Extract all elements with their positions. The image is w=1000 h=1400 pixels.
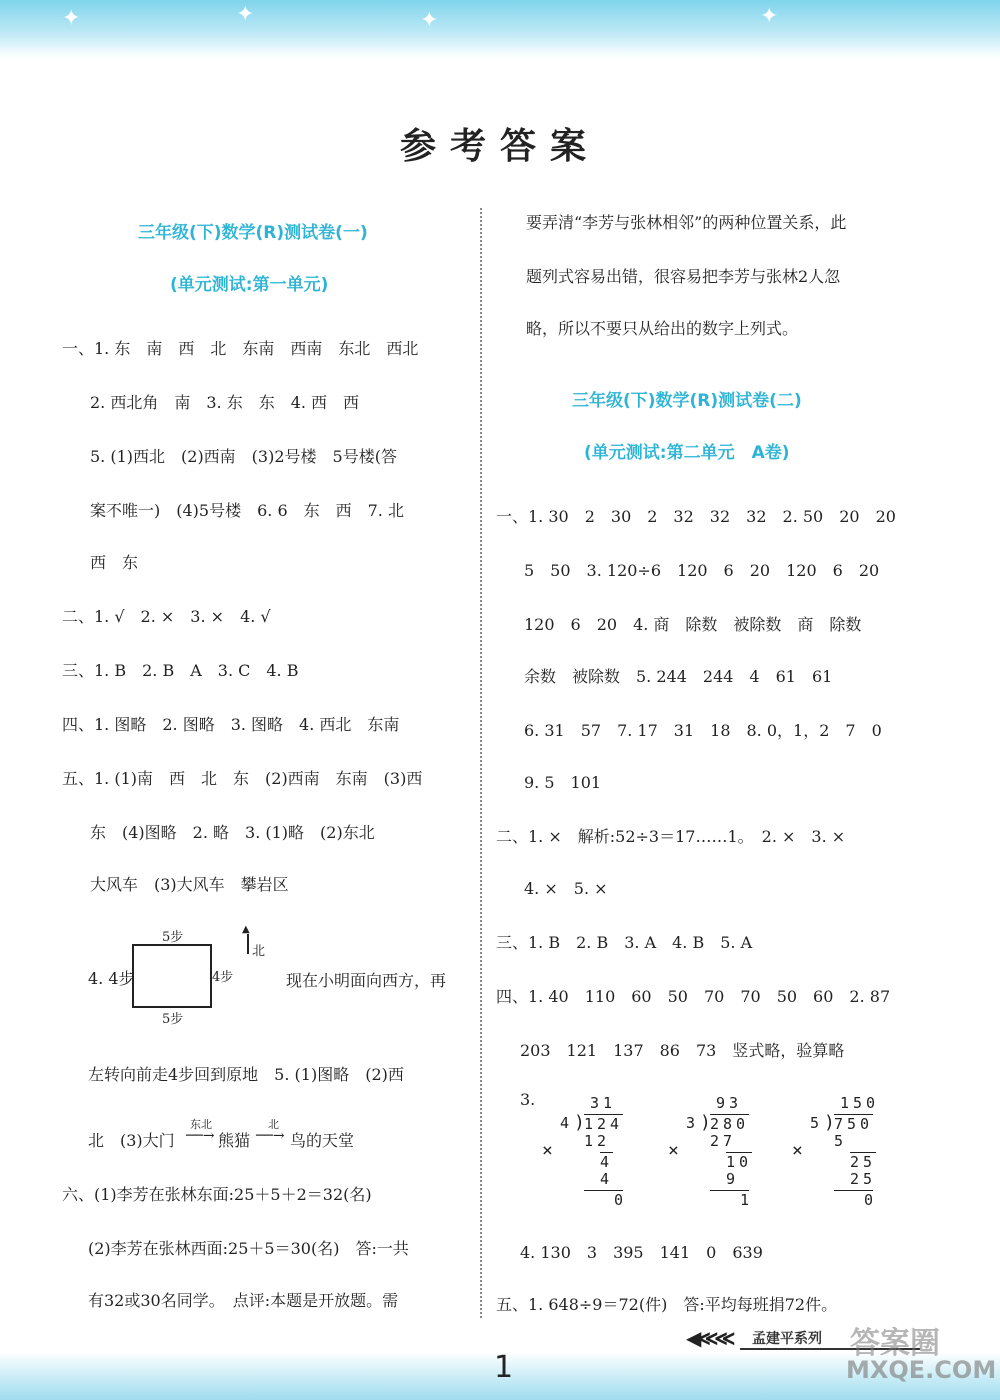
- answer-line: 4. 4步: [88, 969, 135, 988]
- top-decor-band: [0, 0, 1000, 58]
- answer-line: 9. 5 101: [524, 773, 602, 792]
- answer-line: (2)李芳在张林西面:25＋5＝30(名) 答:一共: [88, 1239, 409, 1258]
- route-label: 北: [268, 1118, 279, 1131]
- diagram-right-label: 4步: [212, 970, 234, 985]
- answer-line: 东 (4)图略 2. 略 3. (1)略 (2)东北: [90, 823, 375, 842]
- answer-line: 略，所以不要只从给出的数字上列式。: [526, 319, 799, 338]
- division-bracket: ): [700, 1112, 711, 1133]
- answer-line: 五、1. 648÷9＝72(件) 答:平均每班捐72件。: [496, 1295, 838, 1314]
- footer-brand: 孟建平系列: [752, 1331, 822, 1347]
- division-quotient: 93: [716, 1094, 743, 1112]
- division-dividend: 280: [710, 1115, 750, 1133]
- division-step: 27: [710, 1132, 737, 1150]
- right-arrow-icon: ──→: [256, 1128, 285, 1144]
- diagram-top-label: 5步: [162, 930, 184, 945]
- column-divider: [480, 208, 482, 1318]
- answer-line: 大风车 (3)大风车 攀岩区: [90, 875, 289, 894]
- answer-line: 题列式容易出错，很容易把李芳与张林2人忽: [526, 267, 841, 286]
- division-step: 9: [726, 1170, 740, 1188]
- sparkle-icon: ✦: [62, 6, 81, 31]
- division-step: 5: [834, 1132, 848, 1150]
- path-diagram-rect: [132, 944, 212, 1008]
- division-quotient: 31: [590, 1094, 617, 1112]
- division-bracket: ): [824, 1112, 835, 1133]
- answer-line: 120 6 20 4. 商 除数 被除数 商 除数: [524, 615, 862, 634]
- page-title: 参考答案: [399, 126, 600, 167]
- answer-line: 三、1. B 2. B 3. A 4. B 5. A: [496, 933, 753, 952]
- answer-line: 余数 被除数 5. 244 244 4 61 61: [524, 667, 833, 686]
- answer-line: 一、1. 东 南 西 北 东南 西南 东北 西北: [62, 339, 419, 358]
- division-step: 4: [600, 1153, 614, 1171]
- division-dividend: 750: [834, 1115, 874, 1133]
- left-section-subheading: (单元测试:第一单元): [170, 275, 329, 295]
- wrong-mark: ×: [668, 1140, 679, 1161]
- sparkle-icon: ✦: [420, 8, 439, 33]
- division-divisor: 4: [560, 1114, 570, 1132]
- division-bracket: ): [574, 1112, 585, 1133]
- answer-line: 现在小明面向西方，再: [286, 971, 447, 990]
- answer-line: 熊猫: [218, 1131, 251, 1150]
- right-section-heading: 三年级(下)数学(R)测试卷(二): [572, 391, 802, 411]
- division-step: 25: [850, 1153, 877, 1171]
- division-dividend: 124: [584, 1115, 624, 1133]
- answer-line: 二、1. √ 2. × 3. × 4. √: [62, 607, 271, 626]
- answer-line: 西 东: [90, 553, 139, 572]
- footer-arrow-icon: ◀≪≪: [686, 1326, 732, 1350]
- answer-line: 北 (3)大门: [88, 1131, 175, 1150]
- watermark-text: MXQE.COM: [846, 1356, 997, 1384]
- right-section-subheading: (单元测试:第二单元 A卷): [584, 443, 790, 463]
- division-divisor: 3: [686, 1114, 696, 1132]
- answer-line: 四、1. 40 110 60 50 70 70 50 60 2. 87: [496, 987, 891, 1006]
- answer-line: 5 50 3. 120÷6 120 6 20 120 6 20: [524, 561, 880, 580]
- answer-line: 要弄清“李芳与张林相邻”的两种位置关系，此: [526, 213, 847, 232]
- answer-line: 六、(1)李芳在张林东面:25＋5＋2＝32(名): [62, 1185, 372, 1204]
- answer-line: 5. (1)西北 (2)西南 (3)2号楼 5号楼(答: [90, 447, 397, 466]
- sparkle-icon: ✦: [760, 4, 779, 29]
- answer-line: 案不唯一) (4)5号楼 6. 6 东 西 7. 北: [90, 501, 404, 520]
- division-step: 12: [584, 1132, 611, 1150]
- route-label: 东北: [190, 1118, 212, 1131]
- wrong-mark: ×: [542, 1140, 553, 1161]
- sparkle-icon: ✦: [236, 2, 255, 27]
- division-step: 10: [726, 1153, 753, 1171]
- page-number: 1: [494, 1350, 514, 1385]
- north-label: 北: [252, 944, 266, 959]
- watermark-logo: 答案圈: [850, 1326, 940, 1361]
- answer-line: 三、1. B 2. B A 3. C 4. B: [62, 661, 299, 680]
- answer-line: 2. 西北角 南 3. 东 东 4. 西 西: [90, 393, 360, 412]
- division-step: 4: [600, 1170, 614, 1188]
- left-section-heading: 三年级(下)数学(R)测试卷(一): [138, 223, 368, 243]
- division-step: 25: [850, 1170, 877, 1188]
- answer-line: 左转向前走4步回到原地 5. (1)图略 (2)西: [88, 1065, 404, 1084]
- answer-line: 有32或30名同学。 点评:本题是开放题。需: [88, 1291, 399, 1310]
- right-arrow-icon: ──→: [186, 1128, 215, 1144]
- wrong-mark: ×: [792, 1140, 803, 1161]
- answer-line: 203 121 137 86 73 竖式略，验算略: [520, 1041, 845, 1060]
- division-remainder: 1: [710, 1190, 749, 1209]
- division-remainder: 0: [834, 1190, 873, 1209]
- division-remainder: 0: [584, 1190, 623, 1209]
- answer-line: 四、1. 图略 2. 图略 3. 图略 4. 西北 东南: [62, 715, 400, 734]
- answer-line: 6. 31 57 7. 17 31 18 8. 0，1，2 7 0: [524, 721, 882, 740]
- answer-line: 4. 130 3 395 141 0 639: [520, 1243, 763, 1262]
- division-quotient: 150: [840, 1094, 880, 1112]
- answer-line: 3.: [520, 1090, 536, 1109]
- north-arrow-icon: [247, 934, 249, 954]
- answer-line: 五、1. (1)南 西 北 东 (2)西南 东南 (3)西: [62, 769, 423, 788]
- arrow-head-icon: ▲: [242, 924, 250, 935]
- answer-line: 一、1. 30 2 30 2 32 32 32 2. 50 20 20: [496, 507, 896, 526]
- answer-line: 4. × 5. ×: [524, 879, 608, 898]
- division-divisor: 5: [810, 1114, 820, 1132]
- answer-line: 鸟的天堂: [290, 1131, 355, 1150]
- answer-line: 二、1. × 解析:52÷3＝17……1。 2. × 3. ×: [496, 827, 846, 846]
- diagram-bottom-label: 5步: [162, 1012, 184, 1027]
